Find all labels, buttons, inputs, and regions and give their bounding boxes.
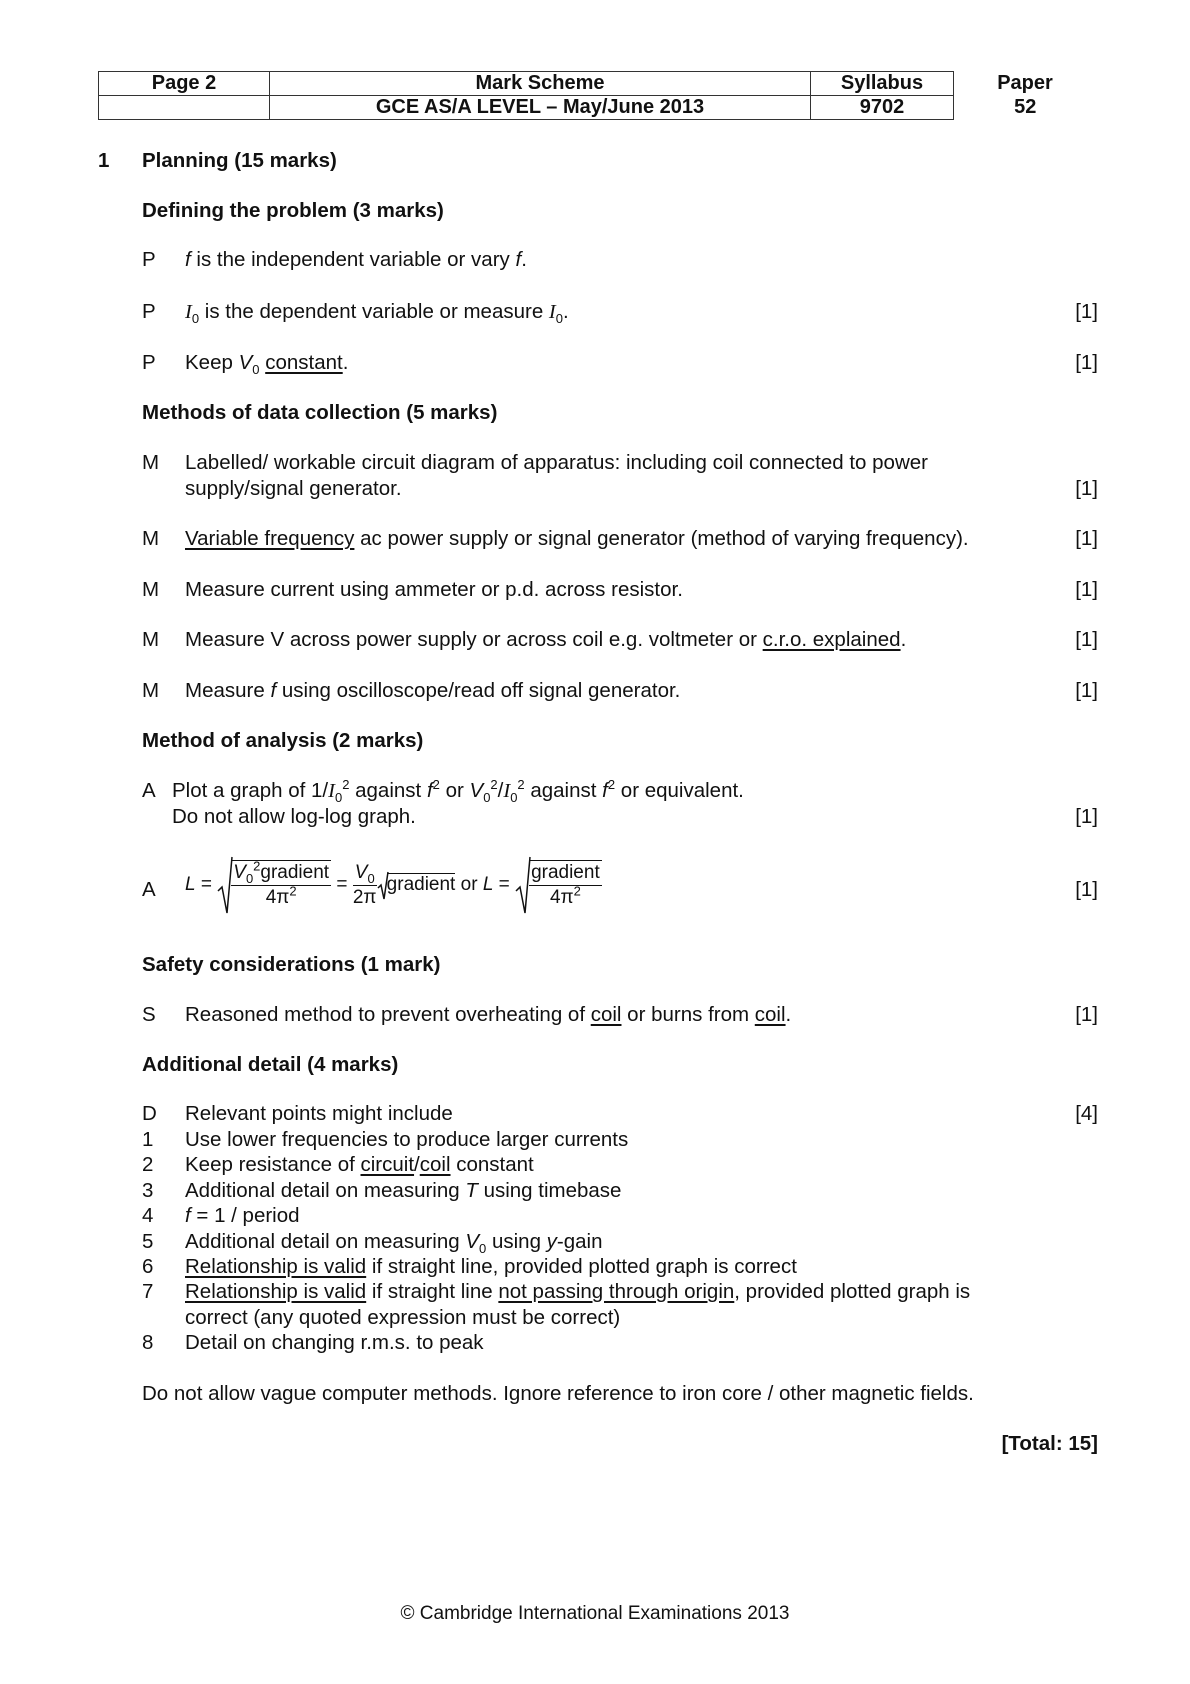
detail-number-2: 2 (142, 1153, 154, 1176)
methods-item-2: Variable frequency ac power supply or signal generator (method of varying frequency). (185, 527, 969, 550)
methods-item-5: Measure f using oscilloscope/read off signal generator. (185, 679, 681, 702)
detail-number-8: 8 (142, 1331, 154, 1354)
detail-point-8: Detail on changing r.m.s. to peak (185, 1331, 484, 1354)
question-number: 1 (98, 149, 110, 172)
detail-intro: Relevant points might include (185, 1102, 453, 1125)
mark-d: [4] (1075, 1102, 1098, 1125)
mark-a1: [1] (1075, 805, 1098, 828)
defining-item-2: $I_0$ is the dependent variable or measure $I_0$. (185, 300, 569, 327)
detail-point-4: f = 1 / period (185, 1204, 300, 1227)
header-paper-number: 52 (1014, 96, 1037, 118)
defining-item-3: Keep $V_0$ constant. (185, 351, 349, 378)
detail-number-4: 4 (142, 1204, 154, 1227)
mark-a2: [1] (1075, 878, 1098, 901)
footer-copyright: © Cambridge International Examinations 2013 (400, 1603, 790, 1624)
header-empty-cell (99, 96, 270, 120)
detail-point-2: Keep resistance of circuit/coil constant (185, 1153, 534, 1176)
item-letter-m2: M (142, 527, 160, 550)
detail-number-6: 6 (142, 1255, 154, 1278)
fraction-1: $\frac{V_0^2gradient}{4\pi^2}$ (233, 858, 330, 908)
analysis-item-1: Plot a graph of $1/I_0^2$ against $f^2$ or $V_0^2/I_0^2$ against $f^2$ or equivalent. (172, 777, 744, 806)
analysis-formula: L = $\frac{V_0^2gradient}{4\pi^2}$ = $\frac{V_0}{2\pi}$ gradient or L = $\frac{\text{gradient}}{4\pi^2}$ (185, 855, 602, 915)
section-methods-heading: Methods of data collection (5 marks) (142, 401, 498, 424)
mark-p2: [1] (1075, 300, 1098, 323)
detail-number-1: 1 (142, 1128, 154, 1151)
safety-item: Reasoned method to prevent overheating of coil or burns from coil. (185, 1003, 792, 1026)
section-defining-heading: Defining the problem (3 marks) (142, 199, 444, 222)
methods-item-4: Measure V across power supply or across coil e.g. voltmeter or c.r.o. explained. (185, 628, 907, 651)
analysis-item-1-line2: Do not allow log-log graph. (172, 805, 416, 828)
methods-item-1-line1: Labelled/ workable circuit diagram of apparatus: including coil connected to power (185, 451, 928, 474)
item-letter-m5: M (142, 679, 160, 702)
header-exam: GCE AS/A LEVEL – May/June 2013 (270, 96, 811, 120)
mark-p3: [1] (1075, 351, 1098, 374)
section-safety-heading: Safety considerations (1 mark) (142, 953, 441, 976)
item-letter-m3: M (142, 578, 160, 601)
header-paper-label: Paper (997, 72, 1053, 94)
detail-point-5: Additional detail on measuring $V_0$ using y-gain (185, 1230, 603, 1257)
detail-point-7-line2: correct (any quoted expression must be correct) (185, 1306, 621, 1329)
detail-number-5: 5 (142, 1230, 154, 1253)
methods-item-3: Measure current using ammeter or p.d. across resistor. (185, 578, 683, 601)
closing-note: Do not allow vague computer methods. Ignore reference to iron core / other magnetic fields. (142, 1382, 974, 1405)
mark-m5: [1] (1075, 679, 1098, 702)
detail-number-3: 3 (142, 1179, 154, 1202)
total-marks: [Total: 15] (1001, 1432, 1098, 1455)
section-analysis-heading: Method of analysis (2 marks) (142, 729, 424, 752)
item-letter-a2: A (142, 878, 156, 901)
detail-point-3: Additional detail on measuring T using timebase (185, 1179, 622, 1202)
fraction-3: $\frac{\text{gradient}}{4\pi^2}$ (531, 862, 600, 908)
mark-m4: [1] (1075, 628, 1098, 651)
detail-point-1: Use lower frequencies to produce larger currents (185, 1128, 629, 1151)
item-letter-d: D (142, 1102, 157, 1125)
header-syllabus-code: 9702 (811, 96, 954, 120)
section-additional-heading: Additional detail (4 marks) (142, 1053, 399, 1076)
item-letter-p2: P (142, 300, 156, 323)
item-letter-p1: P (142, 248, 156, 271)
methods-item-1-line2: supply/signal generator. (185, 477, 402, 500)
fraction-2: $\frac{V_0}{2\pi}$ (352, 861, 377, 908)
header-title: Mark Scheme (270, 72, 811, 96)
mark-s: [1] (1075, 1003, 1098, 1026)
detail-point-7: Relationship is valid if straight line not passing through origin, provided plotted graph is (185, 1280, 971, 1303)
defining-item-1: f is the independent variable or vary f. (185, 248, 527, 271)
item-letter-p3: P (142, 351, 156, 374)
header-syllabus-label: Syllabus (811, 72, 954, 96)
header-table (98, 71, 1097, 120)
item-letter-m1: M (142, 451, 160, 474)
detail-point-6: Relationship is valid if straight line, provided plotted graph is correct (185, 1255, 797, 1278)
item-letter-a1: A (142, 779, 156, 802)
mark-m2: [1] (1075, 527, 1098, 550)
item-letter-m4: M (142, 628, 160, 651)
header-page: Page 2 (99, 72, 270, 96)
mark-m1: [1] (1075, 477, 1098, 500)
question-title: Planning (15 marks) (142, 149, 337, 172)
item-letter-s: S (142, 1003, 156, 1026)
mark-m3: [1] (1075, 578, 1098, 601)
detail-number-7: 7 (142, 1280, 154, 1303)
